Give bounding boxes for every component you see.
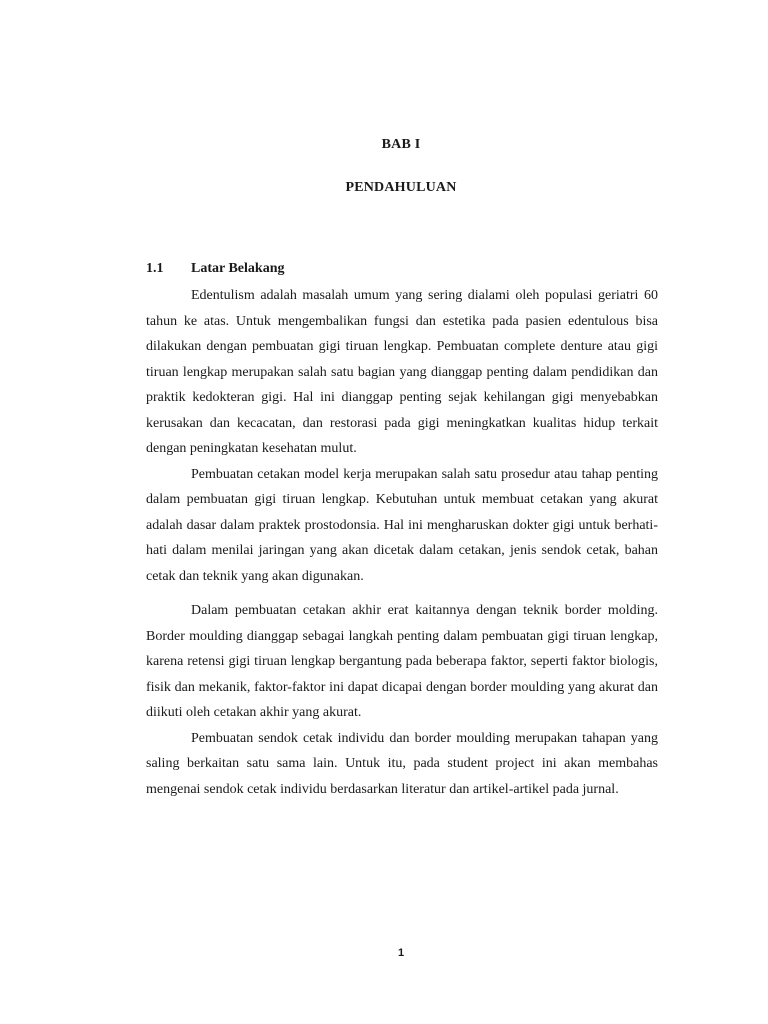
chapter-label: BAB I	[381, 137, 421, 152]
section-number: 1.1	[146, 261, 164, 276]
section-title: Latar Belakang	[191, 261, 285, 276]
body-text	[146, 283, 658, 802]
paragraph: Pembuatan cetakan model kerja merupakan salah satu prosedur atau tahap penting dalam pembuatan gigi tiruan lengkap. Kebutuhan untuk membuat cetakan yang akurat adalah dasar dalam praktek prostodonsia. Hal ini mengharuskan dokter gigi untuk berhati-hati dalam menilai jaringan yang akan dicetak dalam cetakan, jenis sendok cetak, bahan cetak dan teknik yang akan digunakan.	[146, 466, 658, 584]
page-number: 1	[397, 947, 405, 959]
section-heading	[146, 261, 284, 277]
paragraph: Edentulism adalah masalah umum yang sering dialami oleh populasi geriatri 60 tahun ke atas. Untuk mengembalikan fungsi dan estetika pada pasien edentulous bisa dilakukan dengan pembuatan gigi tiruan lengkap. Pembuatan complete denture atau gigi tiruan lengkap merupakan salah satu bagian yang dianggap penting dalam pendidikan dan praktik kedokteran gigi. Hal ini dianggap penting sejak kehilangan gigi menyebabkan kerusakan dan kecacatan, dan restorasi pada gigi meningkatkan kualitas hidup terkait dengan peningkatan kesehatan mulut.	[146, 288, 658, 456]
paragraph: Dalam pembuatan cetakan akhir erat kaitannya dengan teknik border molding. Border moulding dianggap sebagai langkah penting dalam pembuatan gigi tiruan lengkap, karena retensi gigi tiruan lengkap bergantung pada beberapa faktor, seperti faktor biologis, fisik dan mekanik, faktor-faktor ini dapat dicapai dengan border moulding yang akurat dan diikuti oleh cetakan akhir yang akurat.	[146, 603, 658, 720]
paragraph: Pembuatan sendok cetak individu dan border moulding merupakan tahapan yang saling berkaitan satu sama lain. Untuk itu, pada student project ini akan membahas mengenai sendok cetak individu berdasarkan literatur dan artikel-artikel pada jurnal.	[146, 730, 658, 797]
chapter-title: PENDAHULUAN	[345, 180, 457, 195]
